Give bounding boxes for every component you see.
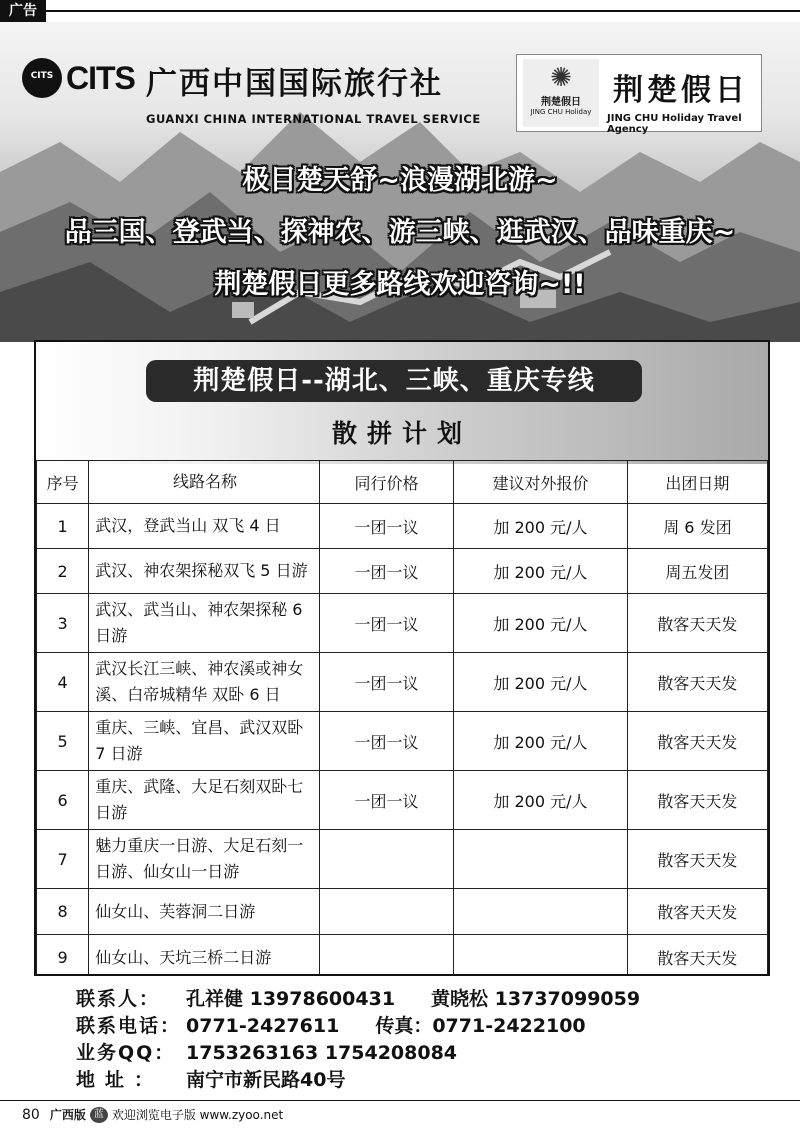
cell-index: 4 — [37, 653, 89, 712]
table-row — [37, 889, 768, 935]
cell-departure: 散客天天发 — [627, 594, 767, 653]
contact-address: 南宁市新民路40号 — [186, 1069, 346, 1091]
header-route: 线路名称 — [89, 461, 320, 504]
cell-retail-price: 加 200 元/人 — [454, 504, 628, 549]
panel-subtitle: 散拼计划 — [331, 419, 472, 448]
jingchu-name-cn: 荆楚假日 — [613, 73, 749, 108]
cell-trade-price: 一团一议 — [319, 504, 453, 549]
cell-trade-price: 一团一议 — [319, 712, 453, 771]
cell-route: 仙女山、天坑三桥二日游 — [89, 935, 320, 977]
contact-phone: 0771-2427611 — [186, 1015, 340, 1037]
cell-departure: 散客天天发 — [627, 830, 767, 889]
cell-route: 魅力重庆一日游、大足石刻一日游、仙女山一日游 — [89, 830, 320, 889]
cell-retail-price: 加 200 元/人 — [454, 549, 628, 594]
cell-route: 武汉、武当山、神农架探秘 6 日游 — [89, 594, 320, 653]
contact-qq-row — [76, 1040, 640, 1067]
header-trade-price: 同行价格 — [319, 461, 453, 504]
cell-departure: 散客天天发 — [627, 653, 767, 712]
edition-icon: 蓝 — [90, 1107, 108, 1123]
header-index: 序号 — [37, 461, 89, 504]
edition-label: 广西版 — [49, 1108, 86, 1122]
slogan-line-2: 品三国、登武当、探神农、游三峡、逛武汉、品味重庆~ — [64, 217, 736, 248]
cell-retail-price: 加 200 元/人 — [454, 653, 628, 712]
hero-banner — [0, 22, 800, 342]
swirl-icon: ✺ — [550, 63, 572, 93]
jingchu-logo — [516, 54, 762, 135]
cits-wordmark: CITS — [66, 59, 135, 96]
cell-departure: 散客天天发 — [627, 889, 767, 935]
globe-icon: CITS — [22, 58, 62, 98]
cits-name-en: GUANXI CHINA INTERNATIONAL TRAVEL SERVICE — [146, 112, 481, 126]
top-rule — [46, 10, 800, 12]
cell-trade-price — [319, 889, 453, 935]
cits-name-cn: 广西中国国际旅行社 — [146, 66, 443, 102]
cell-index: 3 — [37, 594, 89, 653]
contact-phone-row — [76, 1013, 640, 1040]
cell-trade-price: 一团一议 — [319, 594, 453, 653]
cits-logo — [22, 58, 135, 98]
contact-fax-label: 传真： — [375, 1015, 433, 1037]
table-row — [37, 712, 768, 771]
cell-retail-price — [454, 935, 628, 977]
cell-index: 1 — [37, 504, 89, 549]
cell-index: 5 — [37, 712, 89, 771]
table-row — [37, 594, 768, 653]
header-retail-price: 建议对外报价 — [454, 461, 628, 504]
cell-retail-price: 加 200 元/人 — [454, 771, 628, 830]
contact-person-2: 黄晓松 13737099059 — [431, 988, 641, 1010]
table-header-row — [37, 461, 768, 504]
cell-trade-price: 一团一议 — [319, 653, 453, 712]
jingchu-name-en: JING CHU Holiday Travel Agency — [607, 113, 742, 135]
table-row — [37, 504, 768, 549]
cell-departure: 散客天天发 — [627, 935, 767, 977]
cell-departure: 散客天天发 — [627, 712, 767, 771]
cell-trade-price: 一团一议 — [319, 771, 453, 830]
cell-index: 2 — [37, 549, 89, 594]
cell-departure: 周 6 发团 — [627, 504, 767, 549]
footer-rule — [0, 1100, 800, 1101]
table-row — [37, 830, 768, 889]
contact-person-1: 孔祥健 13978600431 — [186, 988, 396, 1010]
cell-trade-price: 一团一议 — [319, 549, 453, 594]
cell-route: 武汉、神农架探秘双飞 5 日游 — [89, 549, 320, 594]
table-row — [37, 771, 768, 830]
cell-retail-price — [454, 889, 628, 935]
contact-block — [76, 986, 640, 1094]
contact-phone-label: 联系电话： — [76, 1015, 182, 1037]
route-table — [36, 460, 768, 976]
table-row — [37, 549, 768, 594]
cell-trade-price — [319, 935, 453, 977]
contact-address-label: 地址： — [76, 1069, 164, 1091]
cell-route: 仙女山、芙蓉洞二日游 — [89, 889, 320, 935]
contact-address-row — [76, 1067, 640, 1094]
cell-index: 8 — [37, 889, 89, 935]
slogan-line-3: 荆楚假日更多路线欢迎咨询~!! — [214, 269, 586, 300]
cell-index: 6 — [37, 771, 89, 830]
cell-route: 重庆、武隆、大足石刻双卧七日游 — [89, 771, 320, 830]
table-row — [37, 935, 768, 977]
cell-departure: 散客天天发 — [627, 771, 767, 830]
cell-index: 9 — [37, 935, 89, 977]
header-departure: 出团日期 — [627, 461, 767, 504]
contact-qq-label: 业务QQ： — [76, 1042, 176, 1064]
footer-link-text[interactable]: 欢迎浏览电子版 www.zyoo.net — [111, 1108, 284, 1122]
ad-tag: 广告 — [0, 0, 46, 22]
jingchu-mark: ✺ 荆楚假日 JING CHU Holiday — [523, 59, 599, 127]
cell-retail-price: 加 200 元/人 — [454, 594, 628, 653]
contact-qq: 1753263163 1754208084 — [186, 1042, 458, 1064]
contact-person-label: 联系人： — [76, 988, 161, 1010]
slogan-line-1: 极目楚天舒~浪漫湖北游~ — [242, 165, 558, 196]
page-footer — [22, 1106, 283, 1123]
cell-route: 武汉，登武当山 双飞 4 日 — [89, 504, 320, 549]
contact-fax: 0771-2422100 — [432, 1015, 586, 1037]
table-row — [37, 653, 768, 712]
cell-index: 7 — [37, 830, 89, 889]
cell-retail-price: 加 200 元/人 — [454, 712, 628, 771]
panel-title: 荆楚假日--湖北、三峡、重庆专线 — [146, 360, 642, 402]
page-number: 80 — [22, 1106, 40, 1123]
cell-departure: 周五发团 — [627, 549, 767, 594]
route-panel — [34, 340, 770, 976]
contact-person-row — [76, 986, 640, 1013]
cell-route: 武汉长江三峡、神农溪或神女溪、白帝城精华 双卧 6 日 — [89, 653, 320, 712]
cell-trade-price — [319, 830, 453, 889]
cell-retail-price — [454, 830, 628, 889]
cell-route: 重庆、三峡、宜昌、武汉双卧 7 日游 — [89, 712, 320, 771]
